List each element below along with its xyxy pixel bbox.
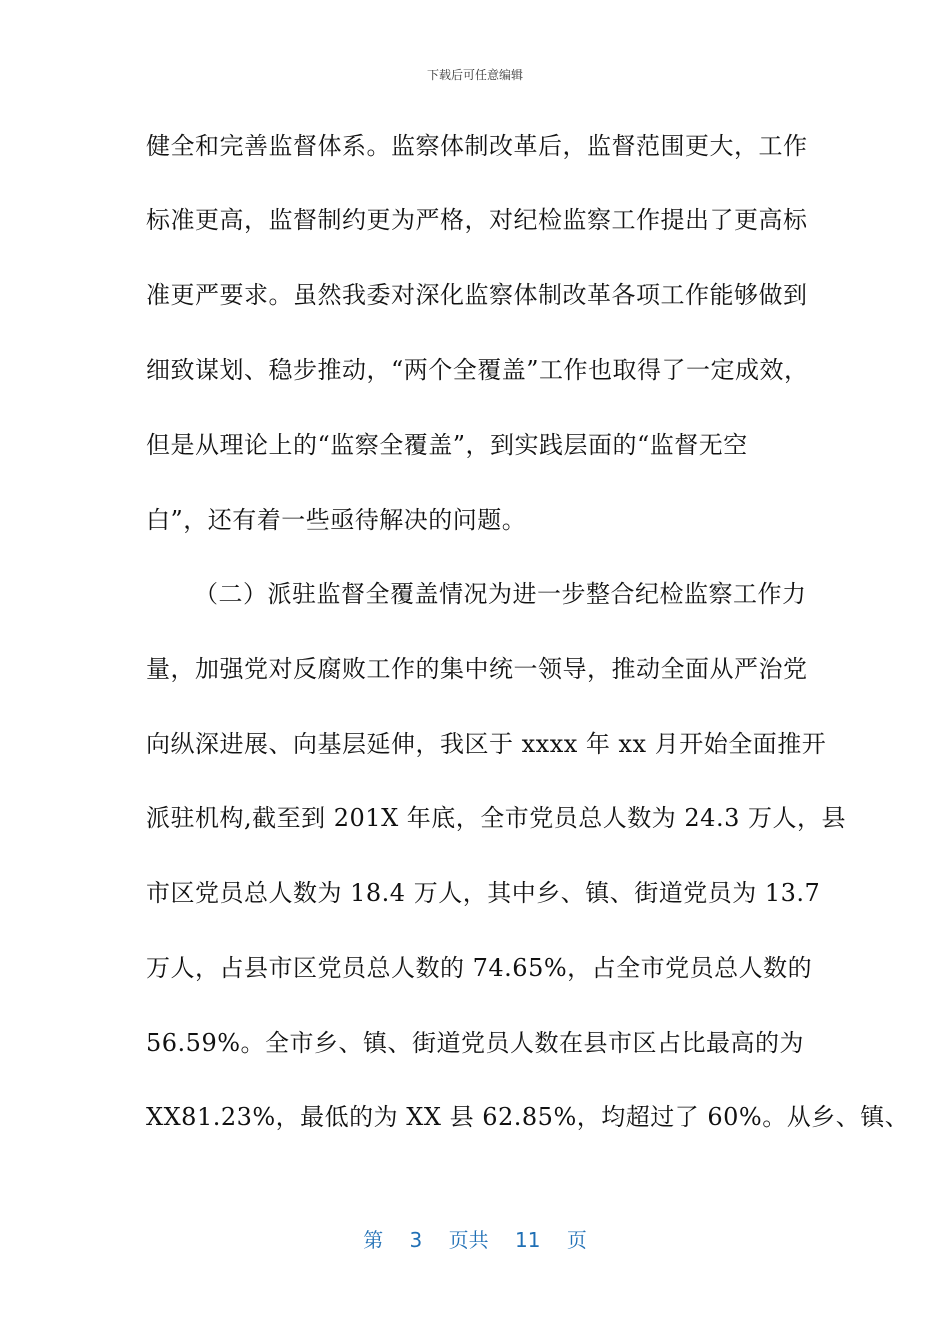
- body-line: 市区党员总人数为 18.4 万人，其中乡、镇、街道党员为 13.7: [146, 879, 821, 907]
- page-header-note: 下载后可任意编辑: [426, 68, 523, 82]
- body-line: 向纵深进展、向基层延伸，我区于 xxxx 年 xx 月开始全面推开: [146, 730, 827, 758]
- body-line: 量，加强党对反腐败工作的集中统一领导，推动全面从严治党: [146, 655, 808, 683]
- body-line: 健全和完善监督体系。监察体制改革后，监督范围更大，工作: [146, 132, 808, 160]
- page-label-suffix: 页: [566, 1228, 587, 1252]
- body-line: 万人，占县市区党员总人数的 74.65%，占全市党员总人数的: [146, 954, 813, 982]
- page-number-footer: [0, 1224, 950, 1253]
- body-line: 但是从理论上的“监察全覆盖”，到实践层面的“监督无空: [146, 431, 748, 459]
- body-line: 准更严要求。虽然我委对深化监察体制改革各项工作能够做到: [146, 281, 808, 309]
- body-line: 派驻机构,截至到 201X 年底，全市党员总人数为 24.3 万人，县: [146, 804, 846, 832]
- page-label-mid: 页共: [448, 1228, 489, 1252]
- body-line-indented: （二）派驻监督全覆盖情况为进一步整合纪检监察工作力: [194, 580, 807, 608]
- body-line: 白”，还有着一些亟待解决的问题。: [146, 506, 527, 534]
- body-line: XX81.23%，最低的为 XX 县 62.85%，均超过了 60%。从乡、镇、: [146, 1103, 910, 1131]
- body-line: 标准更高，监督制约更为严格，对纪检监察工作提出了更高标: [146, 206, 808, 234]
- page-label-prefix: 第: [363, 1228, 384, 1252]
- total-pages-number: 11: [515, 1228, 541, 1252]
- current-page-number: 3: [409, 1228, 423, 1252]
- body-line: 细致谋划、稳步推动，“两个全覆盖”工作也取得了一定成效，: [146, 356, 809, 384]
- body-line: 56.59%。全市乡、镇、街道党员人数在县市区占比最高的为: [146, 1029, 805, 1057]
